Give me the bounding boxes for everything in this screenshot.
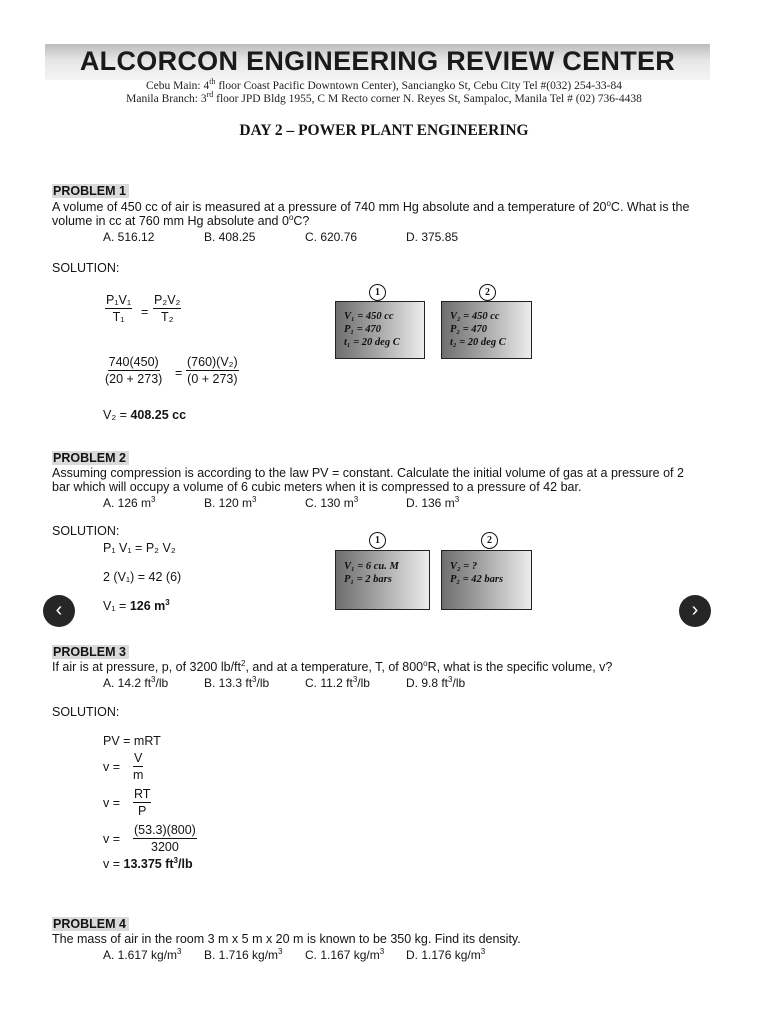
day-title: DAY 2 – POWER PLANT ENGINEERING xyxy=(239,122,529,139)
problem-3-text: If air is at pressure, p, of 3200 $lb/ft^2$, and at a temperature, T, of 800$^o$R, what is the specific volume, v? xyxy=(52,658,613,674)
problem-2-choice-b: B. 120 $m^3$ xyxy=(204,495,257,510)
header-banner xyxy=(45,44,710,80)
problem-4-text: The mass of air in the room 3 m x 5 m x 20 m is known to be 350 kg. Find its density. xyxy=(52,932,521,946)
problem-4-choice-d: D. 1.176 $kg/m^3$ xyxy=(406,947,486,962)
problem-1-state-1-box: V₁ = 450 cc P₁ = 470 t₁ = 20 deg C xyxy=(335,301,425,359)
problem-1-equals: = xyxy=(141,305,149,319)
manila-address: Manila Branch: 3rd floor JPD Bldg 1955, C M Recto corner N. Reyes St, Sampaloc, Manila Tel # (02) 736-4438 xyxy=(126,90,642,105)
problem-1-choice-c: C. 620.76 xyxy=(305,230,358,244)
problem-4-choice-c: C. 1.167 $kg/m^3$ xyxy=(305,947,385,962)
problem-1-fraction-p2v2-t2: $\frac{\text{P₂V₂}}{\text{T₂}}$ xyxy=(154,293,181,324)
state-2-number-icon: 2 xyxy=(479,284,496,301)
cebu-address: Cebu Main: 4th floor Coast Pacific Downtown Center), Sanciangko St, Cebu City Tel #(032) 254-33-84 xyxy=(145,77,623,92)
problem-2-label: PROBLEM 2 xyxy=(52,451,129,465)
problem-1-choice-a: A. 516.12 xyxy=(103,230,155,244)
problem-2-choice-a: A. 126 $m^3$ xyxy=(103,495,156,510)
problem-2-state-1-box: V₁ = 6 cu. M P₁ = 2 bars xyxy=(335,550,430,610)
state-2-number-icon: 2 xyxy=(481,532,498,549)
problem-2-choice-d: D. 136 $m^3$ xyxy=(406,495,460,510)
problem-3-v-equals-1: v = xyxy=(103,760,121,774)
problem-3-choice-c: C. 11.2 $ft^3/lb$ xyxy=(305,675,370,690)
problem-4-choice-b: B. 1.716 $kg/m^3$ xyxy=(204,947,283,962)
center-title: ALCORCON ENGINEERING REVIEW CENTER xyxy=(79,46,676,76)
problem-1-choice-b: B. 408.25 xyxy=(204,230,256,244)
problem-1-fraction-p1v1-t1: $\frac{\text{P₁V₁}}{\text{T₁}}$ xyxy=(106,293,132,324)
problem-3-choice-a: A. 14.2 $ft^3/lb$ xyxy=(103,675,169,690)
problem-2-state-2-box: V₂ = ? P₂ = 42 bars xyxy=(441,550,532,610)
problem-1-choice-d: D. 375.85 xyxy=(406,230,459,244)
problem-3-equation-1: PV = mRT xyxy=(103,734,161,748)
problem-1-text-line1: A volume of 450 cc of air is measured at a pressure of 740 mm Hg absolute and a temperature of 20$^o$C. What is the xyxy=(52,198,690,214)
chevron-right-icon: › xyxy=(691,599,699,621)
problem-3-fraction-substituted: $\frac{(53.3)(800)}{3200}$ xyxy=(134,823,196,854)
problem-3-fraction-rt-p: $\frac{RT}{P}$ xyxy=(134,787,151,818)
problem-3-v-equals-3: v = xyxy=(103,832,121,846)
state-1-number-icon: 1 xyxy=(369,284,386,301)
problem-2-text-line1: Assuming compression is according to the law PV = constant. Calculate the initial volume of gas at a pressure of 2 xyxy=(52,466,684,480)
problem-1-label: PROBLEM 1 xyxy=(52,184,129,198)
problem-1-fraction-substituted-2: $\frac{\text{(760)(V₂)}}{(0 + 273)}$ xyxy=(187,355,238,386)
problem-1-equals-2: = xyxy=(175,366,183,380)
state-1-number-icon: 1 xyxy=(369,532,386,549)
chevron-left-icon: ‹ xyxy=(55,599,63,621)
problem-3-choice-b: B. 13.3 $ft^3/lb$ xyxy=(204,675,270,690)
problem-3-label: PROBLEM 3 xyxy=(52,645,129,659)
problem-2-equation-1: P₁ V₁ = P₂ V₂ xyxy=(103,541,176,555)
problem-3-answer: v = 13.375 $ft^3/lb$ xyxy=(103,855,193,871)
previous-page-button[interactable] xyxy=(43,595,75,627)
problem-1-solution-label: SOLUTION: xyxy=(52,261,120,275)
problem-1-text-line2: volume in cc at 760 mm Hg absolute and 0$^o$C? xyxy=(52,212,310,228)
problem-1-answer: V₂ = 408.25 cc xyxy=(103,408,187,422)
problem-3-solution-label: SOLUTION: xyxy=(52,705,120,719)
problem-2-equation-2: 2 (V₁) = 42 (6) xyxy=(103,570,182,584)
problem-4-label: PROBLEM 4 xyxy=(52,917,129,931)
problem-1-state-2-box: V₂ = 450 cc P₂ = 470 t₂ = 20 deg C xyxy=(441,301,532,359)
problem-2-choice-c: C. 130 $m^3$ xyxy=(305,495,359,510)
problem-2-text-line2: bar which will occupy a volume of 6 cubic meters when it is compressed to a pressure of 42 bar. xyxy=(52,480,582,494)
problem-2-answer: V₁ = 126 $m^3$ xyxy=(103,597,170,613)
problem-3-choice-d: D. 9.8 $ft^3/lb$ xyxy=(406,675,466,690)
problem-4-choice-a: A. 1.617 $kg/m^3$ xyxy=(103,947,182,962)
next-page-button[interactable] xyxy=(679,595,711,627)
problem-3-fraction-v-m: $\frac{V}{m}$ xyxy=(133,751,144,782)
problem-1-fraction-substituted-1: $\frac{740(450)}{(20 + 273)}$ xyxy=(105,355,163,386)
problem-3-v-equals-2: v = xyxy=(103,796,121,810)
problem-2-solution-label: SOLUTION: xyxy=(52,524,120,538)
